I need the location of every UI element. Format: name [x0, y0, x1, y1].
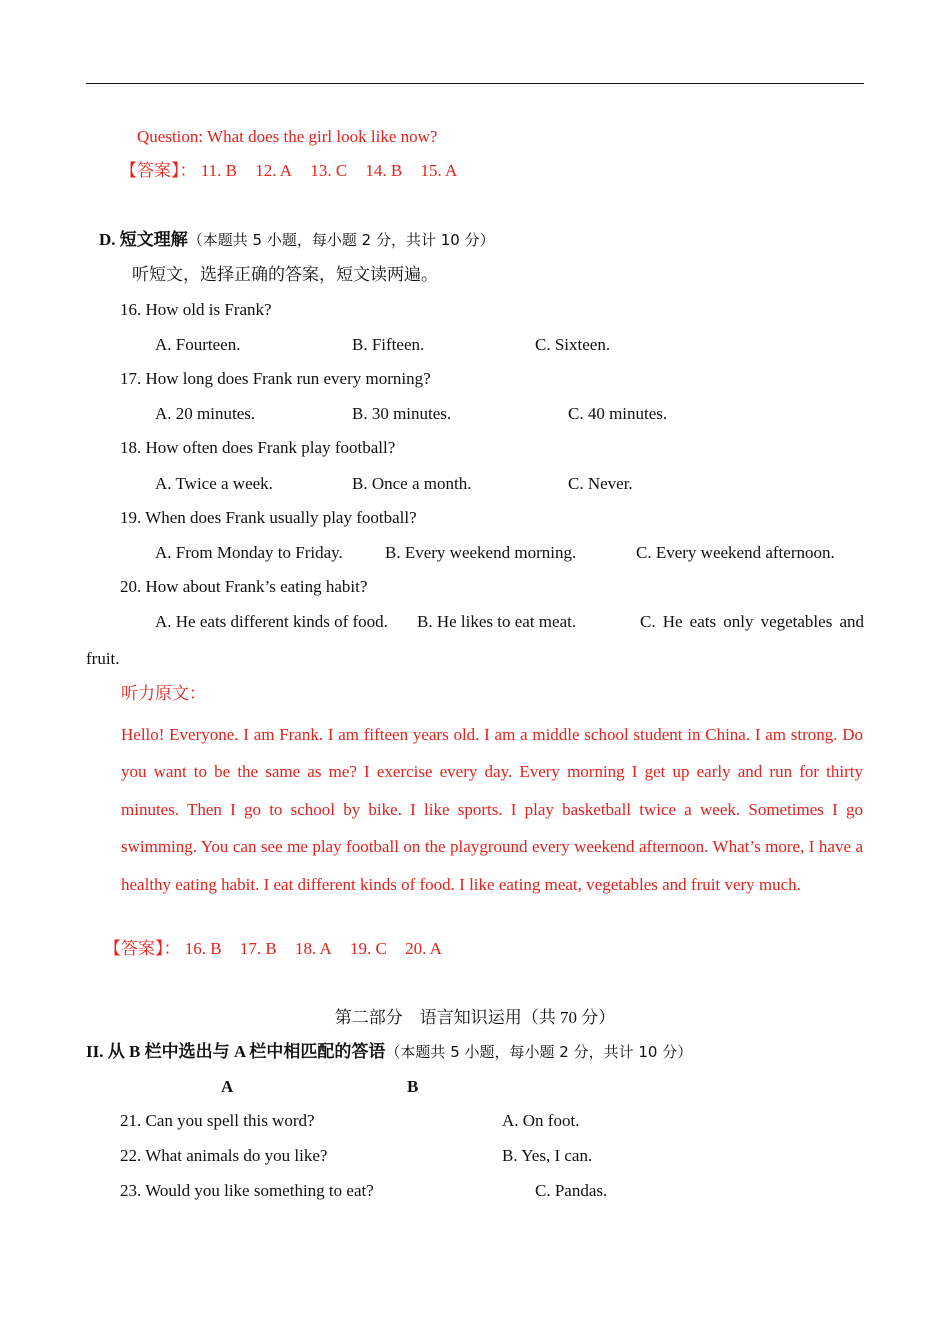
answer-item: 19. C: [350, 939, 387, 958]
header-rule: [86, 83, 864, 84]
question-16: 16. How old is Frank?: [120, 300, 272, 319]
section-ii-heading: [86, 1043, 692, 1060]
option-b: B. Fifteen.: [352, 335, 425, 354]
option-a: A. 20 minutes.: [155, 404, 256, 423]
section-d-heading: [99, 231, 495, 248]
option-b: B. Every weekend morning.: [385, 543, 577, 562]
match-answer: A. On foot.: [502, 1111, 580, 1130]
option-c: C. Every weekend afternoon.: [636, 543, 835, 562]
part-two-heading: 第二部分 语言知识运用（共 70 分）: [334, 1008, 616, 1027]
section-ii-note: （本题共 5 小题，每小题 2 分，共计 10 分）: [385, 1043, 693, 1061]
match-answer: B. Yes, I can.: [502, 1146, 593, 1165]
question-19: 19. When does Frank usually play football?: [120, 508, 417, 527]
section-d-instruction: 听短文，选择正确的答案，短文读两遍。: [132, 265, 438, 284]
option-a: A. From Monday to Friday.: [155, 543, 343, 562]
match-answer: C. Pandas.: [535, 1181, 608, 1200]
script-label: 听力原文：: [121, 684, 206, 703]
answer-item: 14. B: [365, 161, 403, 180]
answer-item: 12. A: [255, 161, 293, 180]
option-b: B. Once a month.: [352, 474, 472, 493]
option-a: A. Fourteen.: [155, 335, 241, 354]
column-a-header: A: [221, 1077, 234, 1096]
section-ii-label: II. 从 B 栏中选出与 A 栏中相匹配的答语: [86, 1042, 386, 1061]
match-question-21: 21. Can you spell this word?: [120, 1111, 315, 1130]
option-c: C. Never.: [568, 474, 633, 493]
answer-item: 13. C: [310, 161, 348, 180]
option-a: A. He eats different kinds of food.: [155, 612, 388, 631]
answer-item: 11. B: [200, 161, 237, 180]
answer-item: 17. B: [239, 939, 277, 958]
answer-label: 【答案】：: [104, 939, 181, 958]
section-d-label: D.: [99, 230, 116, 249]
question-18: 18. How often does Frank play football?: [120, 438, 396, 457]
column-b-header: B: [407, 1077, 419, 1096]
answer-item: 16. B: [184, 939, 222, 958]
answer-line-d: [104, 940, 456, 957]
option-b: B. 30 minutes.: [352, 404, 452, 423]
option-b: B. He likes to eat meat.: [417, 612, 577, 631]
question-20: 20. How about Frank’s eating habit?: [120, 577, 368, 596]
answer-line-c: [120, 162, 471, 179]
section-d-note: （本题共 5 小题，每小题 2 分，共计 10 分）: [187, 231, 495, 249]
option-c: C. Sixteen.: [535, 335, 611, 354]
answer-label: 【答案】：: [120, 161, 197, 180]
option-a: A. Twice a week.: [155, 474, 273, 493]
answer-item: 20. A: [405, 939, 442, 958]
question-line: Question: What does the girl look like now?: [137, 127, 438, 146]
option-c: C. He eats only vegetables and: [640, 612, 864, 631]
answer-item: 15. A: [420, 161, 458, 180]
section-d-title: 短文理解: [119, 230, 188, 249]
listening-script: Hello! Everyone. I am Frank. I am fifteen years old. I am a middle school student in China. I am strong. Do you want to be the same as me? I exercise every day. Every morning I get up early and run for thirty minutes. Then I go to school by bike. I like sports. I play basketball twice a week. Sometimes I go swimming. You can see me play football on the playground every weekend afternoon. What’s more, I have a healthy eating habit. I eat different kinds of food. I like eating meat, vegetables and fruit very much.: [121, 725, 863, 894]
match-question-22: 22. What animals do you like?: [120, 1146, 328, 1165]
match-question-23: 23. Would you like something to eat?: [120, 1181, 374, 1200]
option-c: C. 40 minutes.: [568, 404, 668, 423]
option-c-continuation: fruit.: [86, 649, 120, 668]
answer-item: 18. A: [294, 939, 332, 958]
question-17: 17. How long does Frank run every morning?: [120, 369, 431, 388]
